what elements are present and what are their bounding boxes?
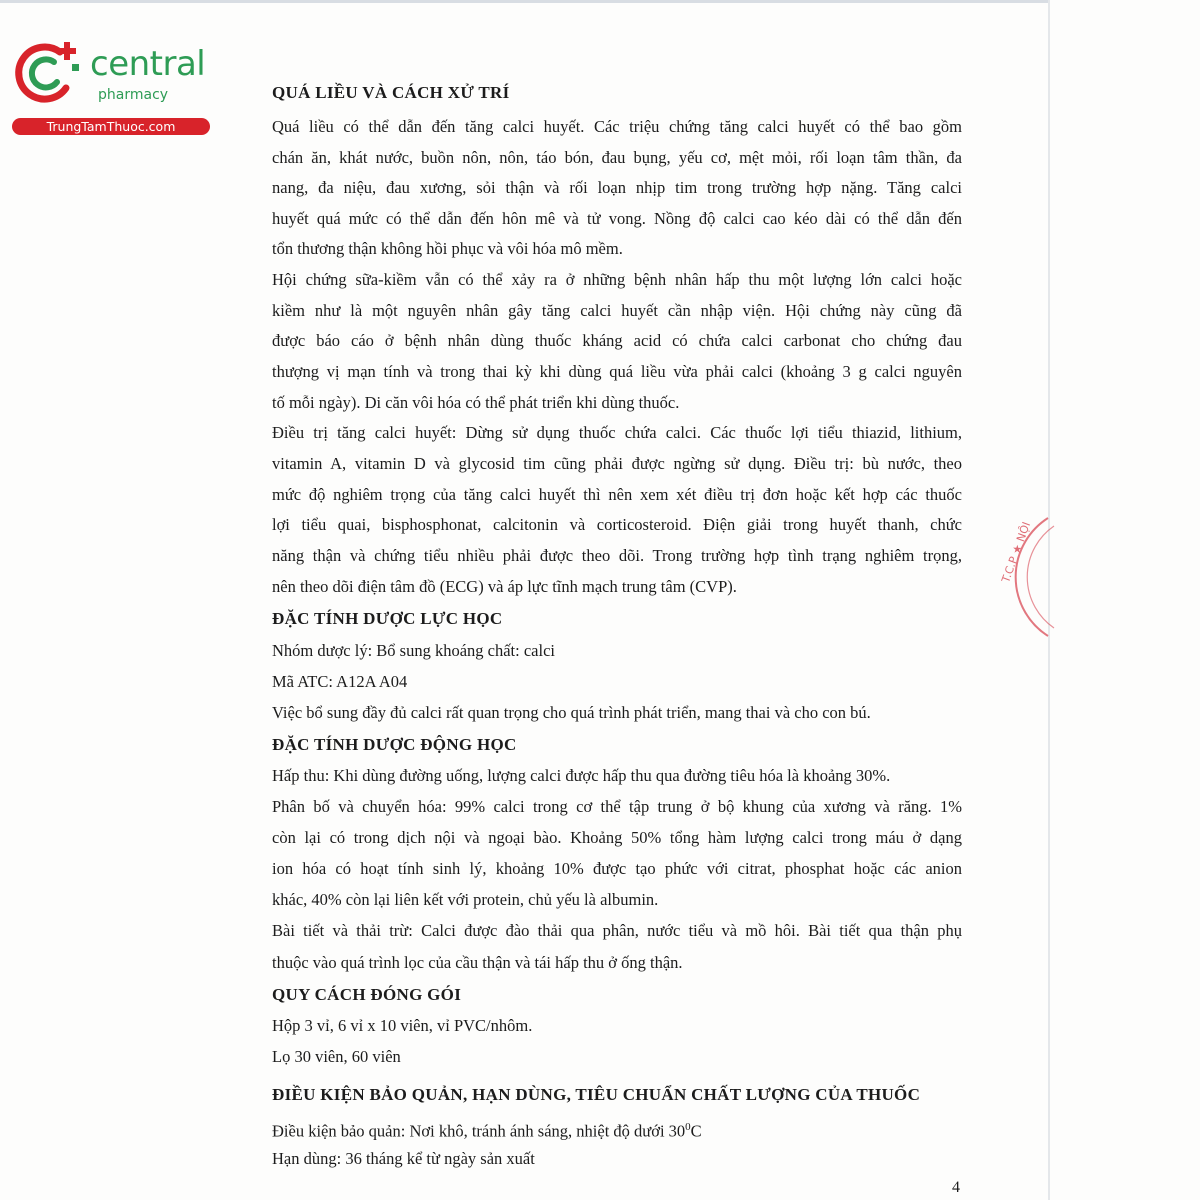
overdose-line: Hội chứng sữa-kiềm vẫn có thể xảy ra ở những bệnh nhân hấp thu một lượng lớn calci hoặc: [272, 270, 962, 289]
pharmacokinetics-line: ion hóa có hoạt tính sinh lý, khoảng 10% được tạo phức với citrat, phosphat hoặc các anion: [272, 859, 962, 878]
heading-packaging: QUY CÁCH ĐÓNG GÓI: [272, 985, 462, 1004]
stamp-mark: [988, 512, 1058, 642]
temperature-unit: C: [690, 1121, 702, 1141]
overdose-line: nên theo dõi điện tâm đồ (ECG) và áp lực tĩnh mạch trung tâm (CVP).: [272, 577, 737, 596]
pharmacokinetics-line: Bài tiết và thải trừ: Calci được đào thải qua phân, nước tiểu và mồ hôi. Bài tiết qua thận phụ: [272, 921, 962, 940]
pharmacokinetics-line: Hấp thu: Khi dùng đường uống, lượng calci được hấp thu qua đường tiêu hóa là khoảng 30%.: [272, 766, 891, 785]
logo-website-link[interactable]: TrungTamThuoc.com: [12, 118, 210, 135]
pharmacokinetics-line: thuộc vào quá trình lọc của cầu thận và tái hấp thu ở ống thận.: [272, 953, 683, 972]
pharmacodynamics-line: Mã ATC: A12A A04: [272, 672, 408, 691]
overdose-line: thượng vị mạn tính và trong thai kỳ khi dùng quá liều vừa phải calci (khoảng 3 g calci nguyên: [272, 362, 962, 381]
packaging-line: Lọ 30 viên, 60 viên: [272, 1047, 401, 1066]
overdose-line: chán ăn, khát nước, buồn nôn, nôn, táo bón, đau bụng, yếu cơ, mệt mỏi, rối loạn tâm thần, đa: [272, 148, 962, 167]
overdose-line: lợi tiểu quai, bisphosphonat, calcitonin và corticosteroid. Điện giải trong huyết thanh, chức: [272, 515, 962, 534]
overdose-line: vitamin A, vitamin D và glycosid tim cũng phải được ngừng sử dụng. Điều trị: bù nước, theo: [272, 454, 962, 473]
overdose-line: kiềm như là một nguyên nhân gây tăng calci huyết cần nhập viện. Hội chứng này cũng đã: [272, 301, 962, 320]
heading-pharmacokinetics: ĐẶC TÍNH DƯỢC ĐỘNG HỌC: [272, 735, 517, 754]
heading-pharmacodynamics: ĐẶC TÍNH DƯỢC LỰC HỌC: [272, 609, 503, 628]
storage-conditions-text: Điều kiện bảo quản: Nơi khô, tránh ánh sáng, nhiệt độ dưới 30: [272, 1121, 686, 1141]
overdose-line: năng thận và chứng tiểu nhiều phải được theo dõi. Trong trường hợp tình trạng nghiêm trọng,: [272, 546, 962, 565]
overdose-line: nang, đa niệu, đau xương, sỏi thận và rối loạn nhịp tim trong trường hợp nặng. Tăng calci: [272, 178, 962, 197]
pharmacokinetics-line: còn lại có trong dịch nội và ngoại bào. Khoảng 50% tổng hàm lượng calci trong máu ở dạng: [272, 828, 962, 847]
top-edge-line: [0, 0, 1050, 3]
heading-storage: ĐIỀU KIỆN BẢO QUẢN, HẠN DÙNG, TIÊU CHUẨN CHẤT LƯỢNG CỦA THUỐC: [272, 1085, 921, 1104]
pharmacokinetics-line: Phân bố và chuyển hóa: 99% calci trong cơ thể tập trung ở bộ khung của xương và răng. 1%: [272, 797, 962, 816]
stamp-text: T.C.P ★ NỘI: [999, 520, 1034, 585]
overdose-line: tổn thương thận không hồi phục và vôi hóa mô mềm.: [272, 239, 623, 258]
overdose-line: Quá liều có thể dẫn đến tăng calci huyết. Các triệu chứng tăng calci huyết có thể bao gồm: [272, 117, 962, 136]
overdose-line: được báo cáo ở bệnh nhân dùng thuốc kháng acid có chứa calci carbonat cho chứng đau: [272, 331, 962, 350]
degree-superscript: 0: [685, 1121, 691, 1133]
page-number: 4: [952, 1179, 960, 1196]
pharmacodynamics-line: Việc bổ sung đầy đủ calci rất quan trọng cho quá trình phát triển, mang thai và cho con bú.: [272, 703, 871, 722]
overdose-line: tố mỗi ngày). Di căn vôi hóa có thể phát triển khi dùng thuốc.: [272, 393, 680, 412]
overdose-line: mức độ nghiêm trọng của tăng calci huyết thì nên xem xét điều trị đơn hoặc kết hợp các thuốc: [272, 485, 962, 504]
pharmacy-logo-icon: [10, 38, 82, 106]
heading-overdose: QUÁ LIỀU VÀ CÁCH XỬ TRÍ: [272, 83, 510, 102]
central-pharmacy-logo[interactable]: [10, 38, 210, 138]
shelf-life-line: Hạn dùng: 36 tháng kể từ ngày sản xuất: [272, 1149, 535, 1168]
overdose-line: Điều trị tăng calci huyết: Dừng sử dụng thuốc chứa calci. Các thuốc lợi tiểu thiazid, lithium,: [272, 423, 962, 442]
overdose-line: huyết quá mức có thể dẫn đến hôn mê và tử vong. Nồng độ calci cao kéo dài có thể dẫn đến: [272, 209, 962, 228]
pharmacodynamics-line: Nhóm dược lý: Bổ sung khoáng chất: calci: [272, 641, 555, 660]
packaging-line: Hộp 3 vỉ, 6 vỉ x 10 viên, vỉ PVC/nhôm.: [272, 1016, 533, 1035]
logo-subtitle: pharmacy: [98, 87, 169, 103]
pharmacokinetics-line: khác, 40% còn lại liên kết với protein, chủ yếu là albumin.: [272, 890, 659, 909]
logo-name: central: [90, 44, 206, 84]
storage-conditions-line: [272, 1116, 702, 1143]
